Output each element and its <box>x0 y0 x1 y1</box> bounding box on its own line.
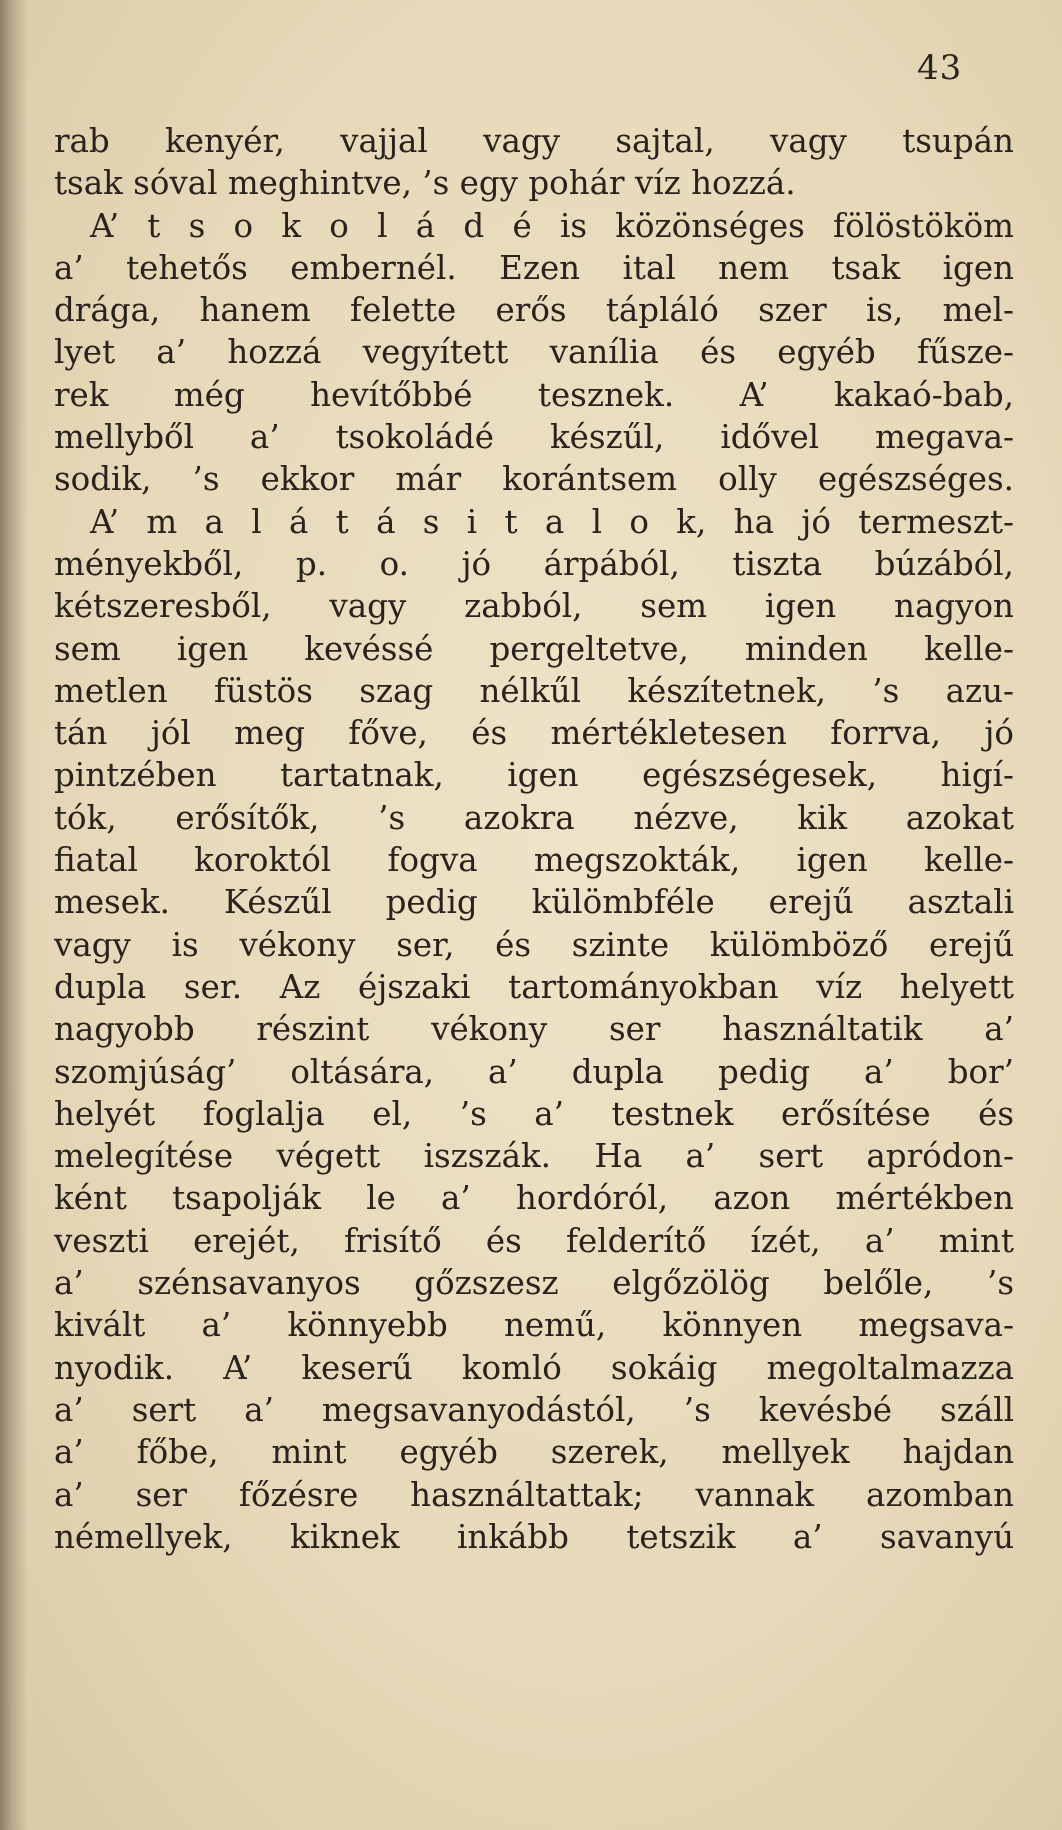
text-line: a’ főbe, mint egyéb szerek, mellyek hajdan <box>54 1433 1014 1472</box>
text-line: ként tsapolják le a’ hordóról, azon mértékben <box>54 1179 1014 1218</box>
body-text <box>54 120 1014 1558</box>
text-line: drága, hanem felette erős tápláló szer is, mel- <box>54 291 1014 330</box>
text-line: a’ sert a’ megsavanyodástól, ’s kevésbé száll <box>54 1390 1014 1429</box>
text-line: a’ ser főzésre használtattak; vannak azomban <box>54 1475 1014 1514</box>
text-line: nagyobb részint vékony ser használtatik a’ <box>54 1010 1014 1049</box>
text-line: a’ szénsavanyos gőzszesz elgőzölög belőle, ’s <box>54 1264 1014 1303</box>
text-line: tók, erősítők, ’s azokra nézve, kik azokat <box>54 798 1014 837</box>
text-line: rek még hevítőbbé tesznek. A’ kakaó-bab, <box>54 375 1014 414</box>
text-line: dupla ser. Az éjszaki tartományokban víz helyett <box>54 967 1014 1006</box>
text-line: vagy is vékony ser, és szinte külömböző erejű <box>54 925 1014 964</box>
text-line: a’ tehetős embernél. Ezen ital nem tsak igen <box>54 248 1014 287</box>
page-gutter-shadow <box>0 0 28 1830</box>
text-line: mellyből a’ tsokoládé készűl, idővel megava- <box>54 418 1014 457</box>
text-line: sem igen kevéssé pergeltetve, minden kelle- <box>54 629 1014 668</box>
text-line: ményekből, p. o. jó árpából, tiszta búzából, <box>54 544 1014 583</box>
text-line: lyet a’ hozzá vegyített vanília és egyéb fűsze- <box>54 333 1014 372</box>
text-line: sodik, ’s ekkor már korántsem olly egészséges. <box>54 460 1014 499</box>
text-line: veszti erejét, frisítő és felderítő ízét, a’ mint <box>54 1221 1014 1260</box>
text-line: pintzében tartatnak, igen egészségesek, higí- <box>54 756 1014 795</box>
text-line: helyét foglalja el, ’s a’ testnek erősítése és <box>54 1094 1014 1133</box>
text-line: kétszeresből, vagy zabból, sem igen nagyon <box>54 587 1014 626</box>
text-line: szomjúság’ oltására, a’ dupla pedig a’ bor’ <box>54 1052 1014 1091</box>
page-number: 43 <box>917 48 963 88</box>
text-line: melegítése végett iszszák. Ha a’ sert apródon- <box>54 1137 1014 1176</box>
text-line: nyodik. A’ keserű komló sokáig megoltalmazza <box>54 1348 1014 1387</box>
text-line: némellyek, kiknek inkább tetszik a’ savanyú <box>54 1517 1014 1556</box>
text-line: tán jól meg főve, és mértékletesen forrva, jó <box>54 714 1014 753</box>
text-line: mesek. Készűl pedig külömbféle erejű asztali <box>54 883 1014 922</box>
text-line: tsak sóval meghintve, ’s egy pohár víz hozzá. <box>54 164 796 203</box>
text-line: kivált a’ könnyebb nemű, könnyen megsava- <box>54 1306 1014 1345</box>
text-line: metlen füstös szag nélkűl készítetnek, ’s azu- <box>54 671 1014 710</box>
text-line: A’ t s o k o l á d é is közönséges fölöstököm <box>90 206 1014 245</box>
text-line: A’ m a l á t á s i t a l o k, ha jó termeszt- <box>90 502 1014 541</box>
text-line: rab kenyér, vajjal vagy sajtal, vagy tsupán <box>54 122 1014 160</box>
text-line: fiatal koroktól fogva megszokták, igen kelle- <box>54 841 1014 880</box>
